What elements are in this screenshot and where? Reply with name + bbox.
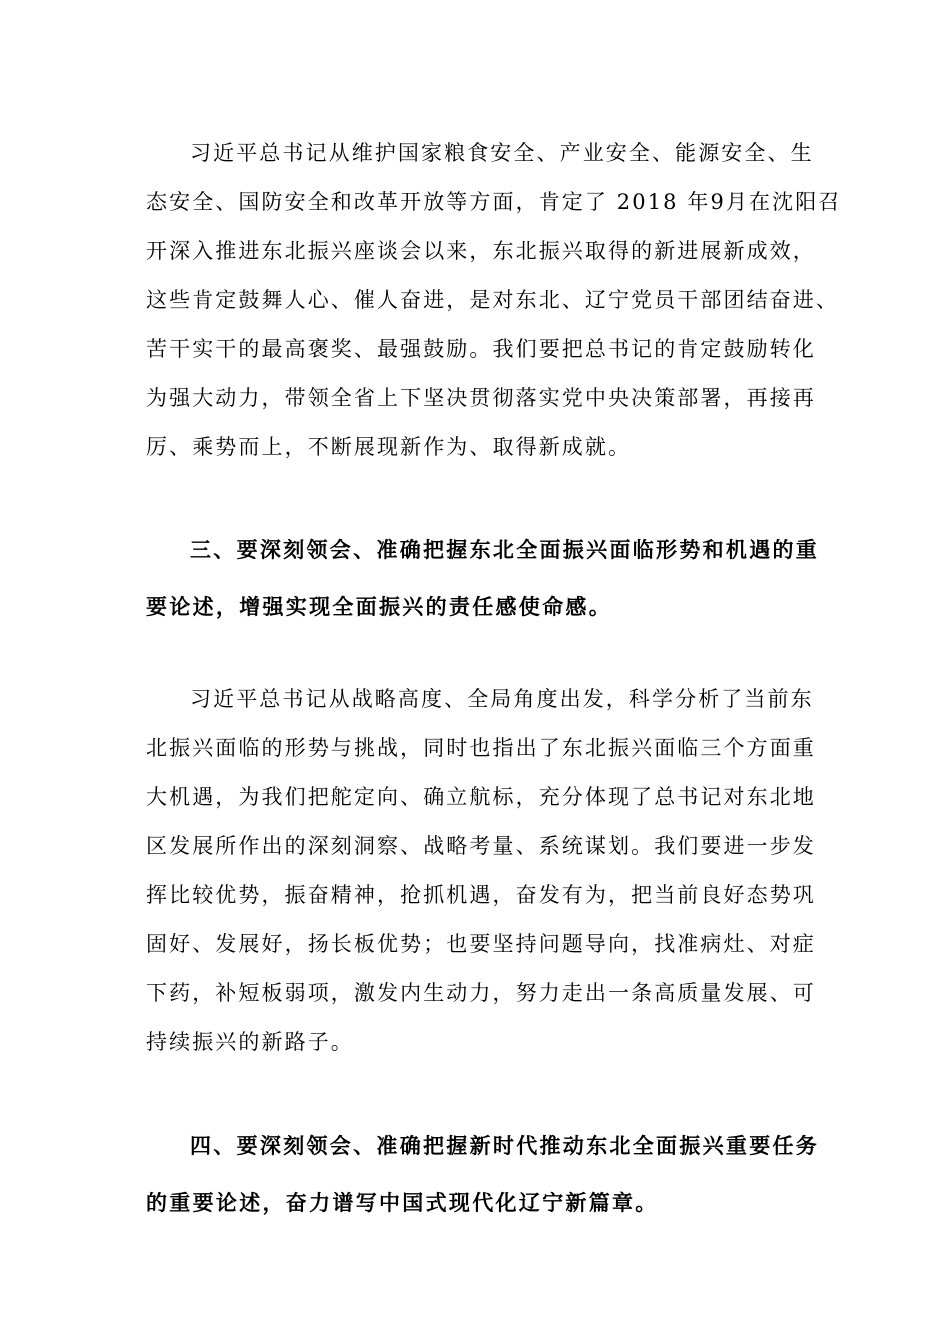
text-line: 开深入推进东北振兴座谈会以来，东北振兴取得的新进展新成效， (146, 239, 816, 263)
heading-line: 要论述，增强实现全面振兴的责任感使命感。 (146, 594, 612, 619)
text-line: 习近平总书记从维护国家粮食安全、产业安全、能源安全、生 (190, 141, 814, 165)
heading-line: 四、要深刻领会、准确把握新时代推动东北全面振兴重要任务 (190, 1133, 820, 1158)
text-line: 持续振兴的新路子。 (146, 1030, 354, 1054)
text-line: 北振兴面临的形势与挑战，同时也指出了东北振兴面临三个方面重 (146, 736, 816, 760)
heading-line: 三、要深刻领会、准确把握东北全面振兴面临形势和机遇的重 (190, 537, 820, 562)
text-line: 这些肯定鼓舞人心、催人奋进，是对东北、辽宁党员干部团结奋进、 (146, 288, 839, 312)
heading-line: 的重要论述，奋力谱写中国式现代化辽宁新篇章。 (146, 1190, 659, 1215)
text-line: 下药，补短板弱项，激发内生动力，努力走出一条高质量发展、可 (146, 981, 816, 1005)
paragraph-situation (146, 686, 814, 1078)
text-line: 苦干实干的最高褒奖、最强鼓励。我们要把总书记的肯定鼓励转化 (146, 337, 816, 361)
text-line: 为强大动力，带领全省上下坚决贯彻落实党中央决策部署，再接再 (146, 386, 816, 410)
text-line: 固好、发展好，扬长板优势；也要坚持问题导向，找准病灶、对症 (146, 932, 816, 956)
text-line: 大机遇，为我们把舵定向、确立航标，充分体现了总书记对东北地 (146, 785, 816, 809)
text-line: 态安全、国防安全和改革开放等方面，肯定了 2018 年9月在沈阳召 (146, 190, 842, 214)
section-heading-four (146, 1133, 820, 1247)
text-line: 区发展所作出的深刻洞察、战略考量、系统谋划。我们要进一步发 (146, 834, 816, 858)
paragraph-achievements (146, 140, 842, 483)
text-line: 厉、乘势而上，不断展现新作为、取得新成就。 (146, 435, 632, 459)
text-line: 习近平总书记从战略高度、全局角度出发，科学分析了当前东 (190, 687, 814, 711)
text-line: 挥比较优势，振奋精神，抢抓机遇，奋发有为，把当前良好态势巩 (146, 883, 816, 907)
section-heading-three (146, 537, 820, 651)
